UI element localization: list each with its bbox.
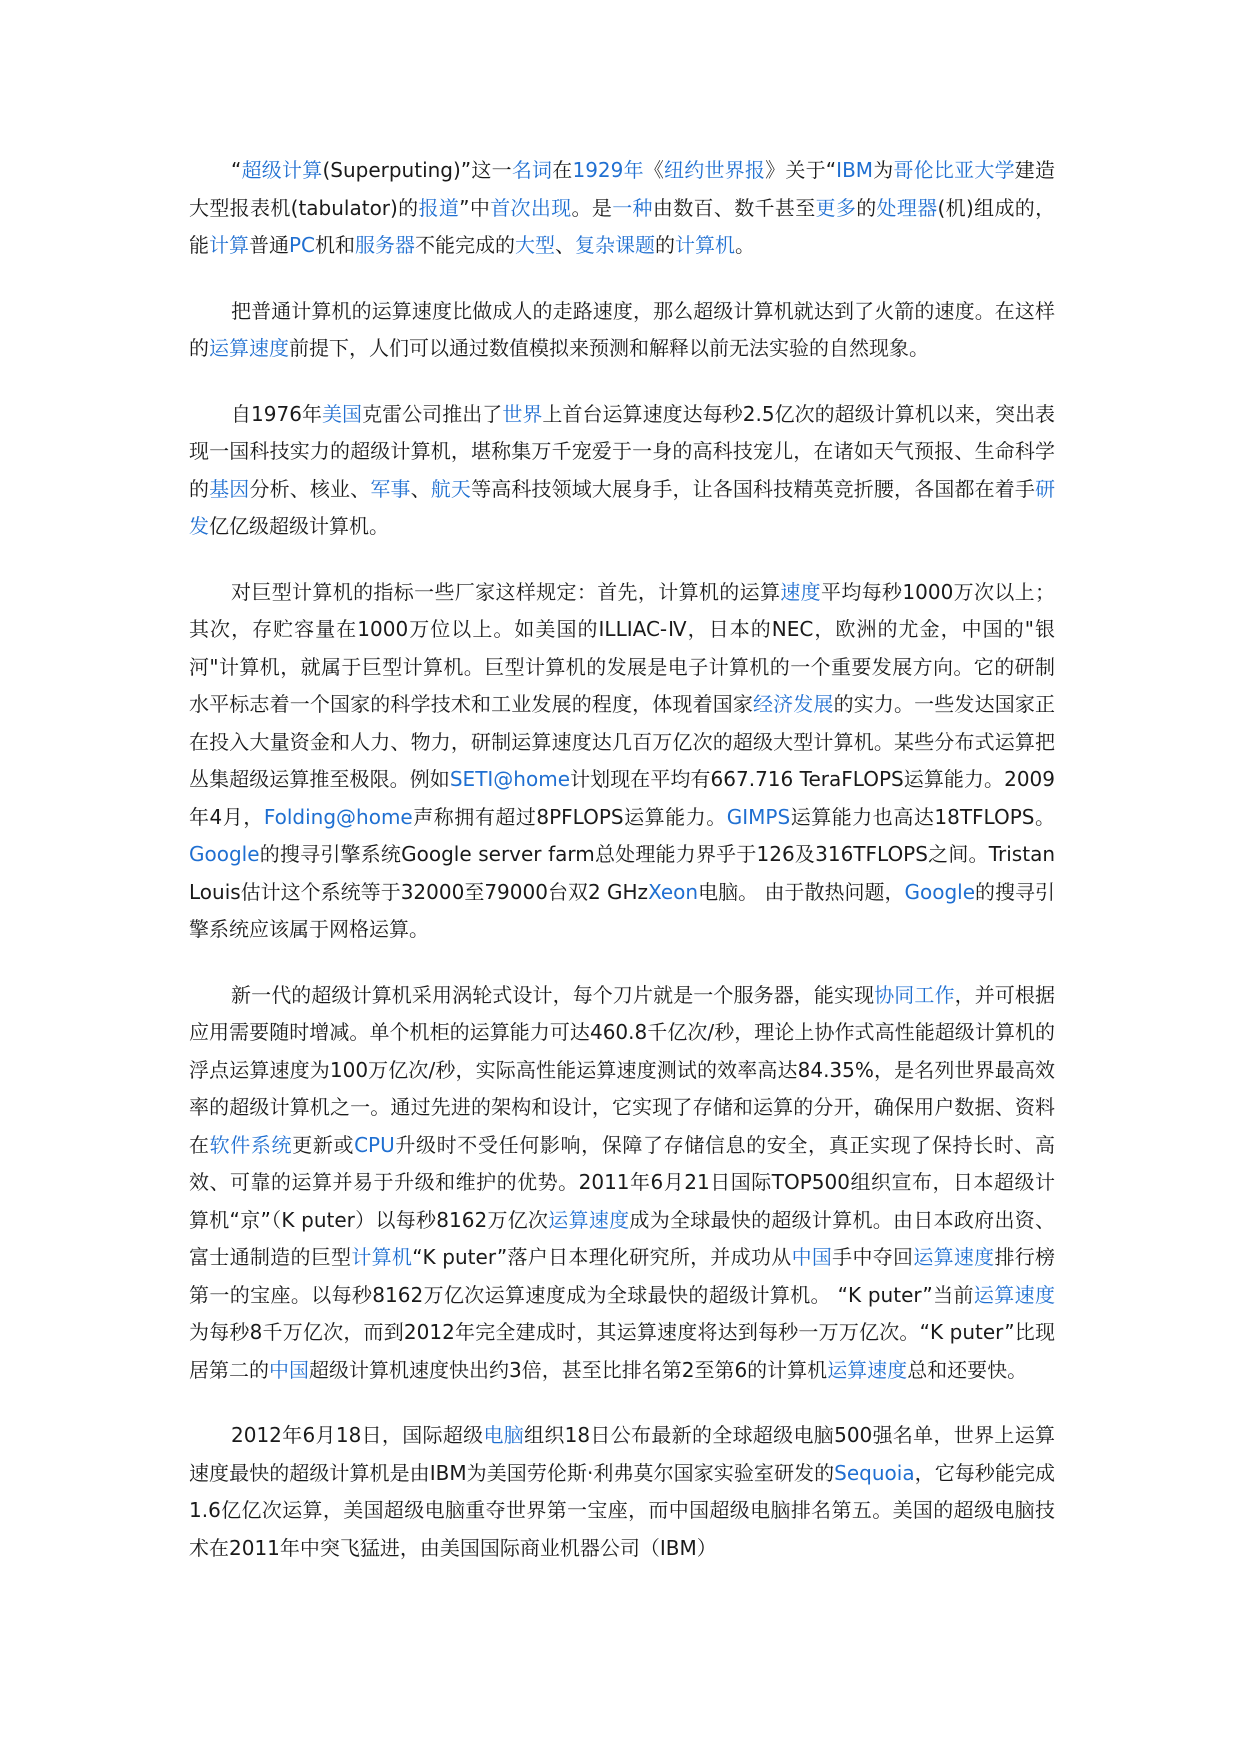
hyperlink[interactable]: 世界: [502, 401, 543, 426]
text-run: 手中夺回: [832, 1245, 914, 1269]
hyperlink[interactable]: Sequoia: [834, 1460, 915, 1485]
hyperlink[interactable]: 计算: [209, 233, 249, 257]
paragraph: [189, 396, 1055, 546]
text-run: ，并可根据应用需要随时增减。单个机柜的运算能力可达460.8千亿次/秒，理论上协作式高性能超级计算机的浮点运算速度为100万亿次/秒，实际高性能运算速度测试的效率高达84.35%，是名列世界最高效率的超级计算机之一。通过先进的架构和设计，它实现了存储和运算的分开，确保用户数据、资料在: [189, 982, 1056, 1157]
hyperlink[interactable]: 协同工作: [874, 982, 955, 1007]
hyperlink[interactable]: IBM: [836, 158, 874, 182]
hyperlink[interactable]: 运算速度: [209, 336, 289, 360]
text-run: 分析、核业、: [249, 476, 371, 501]
hyperlink[interactable]: Xeon: [648, 879, 699, 904]
text-run: 的实力。一些发达国家正在投入大量资金和人力、物力，研制运算速度达几百万亿次的超级大型计算机。某些分布式运算把丛集超级运算推至极限。例如: [189, 692, 1056, 791]
document-body: [189, 152, 1055, 1567]
text-run: 运算能力也高达18TFLOPS。: [790, 804, 1055, 829]
text-run: 排行榜第一的宝座。以每秒8162万亿次运算速度成为全球最快的超级计算机。 “K puter”当前: [189, 1245, 1056, 1307]
hyperlink[interactable]: 中国: [269, 1357, 309, 1382]
hyperlink[interactable]: 报道: [418, 195, 460, 220]
hyperlink[interactable]: 美国: [322, 401, 363, 426]
text-run: 平均每秒1000万次以上；其次，存贮容量在1000万位以上。如美国的ILLIAC-Ⅳ，日本的NEC，欧洲的尤金，中国的"银河"计算机，就属于巨型计算机。巨型计算机的发展是电子计算机的一个重要发展方向。它的研制水平标志着一个国家的科学技术和工业发展的程度，体现着国家: [189, 579, 1056, 716]
text-run: 把普通计算机的运算速度比做成人的走路速度，那么超级计算机就达到了火箭的速度。在这样的: [189, 298, 1055, 360]
paragraph: [189, 977, 1055, 1390]
hyperlink[interactable]: 软件系统: [209, 1132, 293, 1157]
text-run: 超级计算机速度快出约3倍，甚至比排名第2至第6的计算机: [309, 1357, 828, 1382]
text-run: 、: [555, 233, 576, 257]
hyperlink[interactable]: 航天: [430, 476, 472, 501]
hyperlink[interactable]: 军事: [370, 476, 411, 501]
text-run: 的: [655, 233, 676, 257]
hyperlink[interactable]: 运算速度: [827, 1357, 908, 1382]
hyperlink[interactable]: 服务器: [355, 233, 416, 257]
hyperlink[interactable]: GIMPS: [726, 804, 791, 829]
paragraph: [189, 1417, 1055, 1567]
hyperlink[interactable]: 计算机: [351, 1245, 413, 1269]
text-run: 总和还要快。: [907, 1357, 1028, 1382]
hyperlink[interactable]: 中国: [791, 1245, 833, 1269]
hyperlink[interactable]: 运算速度: [548, 1207, 630, 1232]
text-run: 》关于“: [765, 158, 837, 182]
hyperlink[interactable]: 速度: [780, 579, 822, 604]
text-run: 亿亿级超级计算机。: [209, 514, 389, 538]
text-run: 的搜寻引擎系统应该属于网格运算。: [189, 879, 1056, 941]
text-run: ”中: [459, 195, 491, 220]
text-run: 自1976年: [231, 401, 322, 426]
text-run: 计划现在平均有667.716 TeraFLOPS运算能力。2009年4月，: [189, 767, 1055, 829]
text-run: 机和: [315, 233, 356, 257]
hyperlink[interactable]: 更多: [815, 195, 857, 220]
hyperlink[interactable]: 研发: [189, 476, 1056, 538]
hyperlink[interactable]: 复杂: [575, 233, 616, 257]
text-run: 建造大型报表机(tabulator)的: [189, 158, 1056, 220]
text-run: 声称拥有超过8PFLOPS运算能力。: [412, 804, 727, 829]
hyperlink[interactable]: Google: [904, 879, 975, 904]
hyperlink[interactable]: 纽约世界报: [664, 158, 766, 182]
hyperlink[interactable]: 超级计算: [241, 158, 323, 182]
hyperlink[interactable]: 哥伦比亚大学: [893, 158, 1015, 182]
hyperlink[interactable]: 首次: [490, 195, 531, 220]
text-run: 为每秒8千万亿次，而到2012年完全建成时，其运算速度将达到每秒一万万亿次。“K puter”比现居第二的: [189, 1320, 1055, 1382]
text-run: 克雷公司推出了: [362, 401, 503, 426]
text-run: 在: [552, 158, 573, 182]
paragraph: [189, 574, 1055, 949]
hyperlink[interactable]: 运算速度: [973, 1282, 1056, 1307]
text-run: 组织18日公布最新的全球超级电脑500强名单，世界上运算速度最快的超级计算机是由IBM为美国劳伦斯·利弗莫尔国家实验室研发的: [189, 1423, 1056, 1485]
hyperlink[interactable]: 出现: [530, 195, 572, 220]
text-run: 不能完成的: [415, 233, 516, 257]
text-run: (Superputing)”这一: [322, 158, 512, 182]
text-run: “: [231, 158, 242, 182]
hyperlink[interactable]: 一种: [612, 195, 653, 220]
text-run: 对巨型计算机的指标一些厂家这样规定：首先，计算机的运算: [231, 579, 781, 604]
hyperlink[interactable]: 处理器: [876, 195, 938, 220]
text-run: 《: [643, 158, 665, 182]
text-run: 上首台运算速度达每秒2.5亿次的超级计算机以来，突出表现一国科技实力的超级计算机，堪称集万千宠爱于一身的高科技宠儿，在诸如天气预报、生命科学的: [189, 401, 1056, 501]
text-run: 为: [873, 158, 894, 182]
hyperlink[interactable]: 基因: [209, 476, 250, 501]
paragraph: [189, 293, 1055, 368]
text-run: 由数百、数千甚至: [652, 195, 816, 220]
text-run: ，它每秒能完成1.6亿亿次运算，美国超级电脑重夺世界第一宝座，而中国超级电脑排名第五。美国的超级电脑技术在2011年中突飞猛进，由美国国际商业机器公司（IBM）: [189, 1460, 1055, 1560]
text-run: “K puter”落户日本理化研究所，并成功从: [412, 1245, 792, 1269]
hyperlink[interactable]: 计算机: [675, 233, 736, 257]
hyperlink[interactable]: 1929年: [572, 158, 644, 182]
text-run: 的: [856, 195, 877, 220]
hyperlink[interactable]: 电脑: [483, 1423, 525, 1447]
hyperlink[interactable]: CPU: [354, 1132, 395, 1157]
text-run: 升级时不受任何影响，保障了存储信息的安全，真正实现了保持长时、高效、可靠的运算并易于升级和维护的优势。2011年6月21日国际TOP500组织宣布，日本超级计算机“京”（K puter）以每秒8162万亿次: [189, 1132, 1056, 1232]
hyperlink[interactable]: 名词: [511, 158, 553, 182]
text-run: 更新或: [292, 1132, 355, 1157]
text-run: 新一代的超级计算机采用涡轮式设计，每个刀片就是一个服务器，能实现: [231, 982, 875, 1007]
hyperlink[interactable]: 大型: [515, 233, 556, 257]
text-run: 电脑。 由于散热问题，: [698, 879, 905, 904]
paragraph: [189, 152, 1055, 265]
text-run: 、: [410, 476, 431, 501]
hyperlink[interactable]: Folding@home: [263, 804, 413, 829]
hyperlink[interactable]: 课题: [615, 233, 656, 257]
text-run: 前提下，人们可以通过数值模拟来预测和解释以前无法实验的自然现象。: [289, 336, 929, 360]
hyperlink[interactable]: 运算速度: [913, 1245, 995, 1269]
text-run: 普通: [249, 233, 289, 257]
text-run: 的搜寻引擎系统Google server farm总处理能力界乎于126及316TFLOPS之间。Tristan Louis估计这个系统等于32000至79000台双2 GHz: [189, 842, 1055, 904]
text-run: 。是: [571, 195, 613, 220]
hyperlink[interactable]: 经济发展: [753, 692, 834, 716]
hyperlink[interactable]: SETI@home: [449, 767, 571, 791]
hyperlink[interactable]: Google: [189, 842, 260, 866]
hyperlink[interactable]: PC: [289, 233, 316, 257]
text-run: 。: [735, 233, 756, 257]
text-run: 成为全球最快的超级计算机。由日本政府出资、富士通制造的巨型: [189, 1207, 1055, 1269]
text-run: 2012年6月18日，国际超级: [231, 1423, 484, 1447]
text-run: (机)组成的，能: [189, 195, 1056, 257]
text-run: 等高科技领域大展身手，让各国科技精英竞折腰，各国都在着手: [471, 476, 1036, 501]
